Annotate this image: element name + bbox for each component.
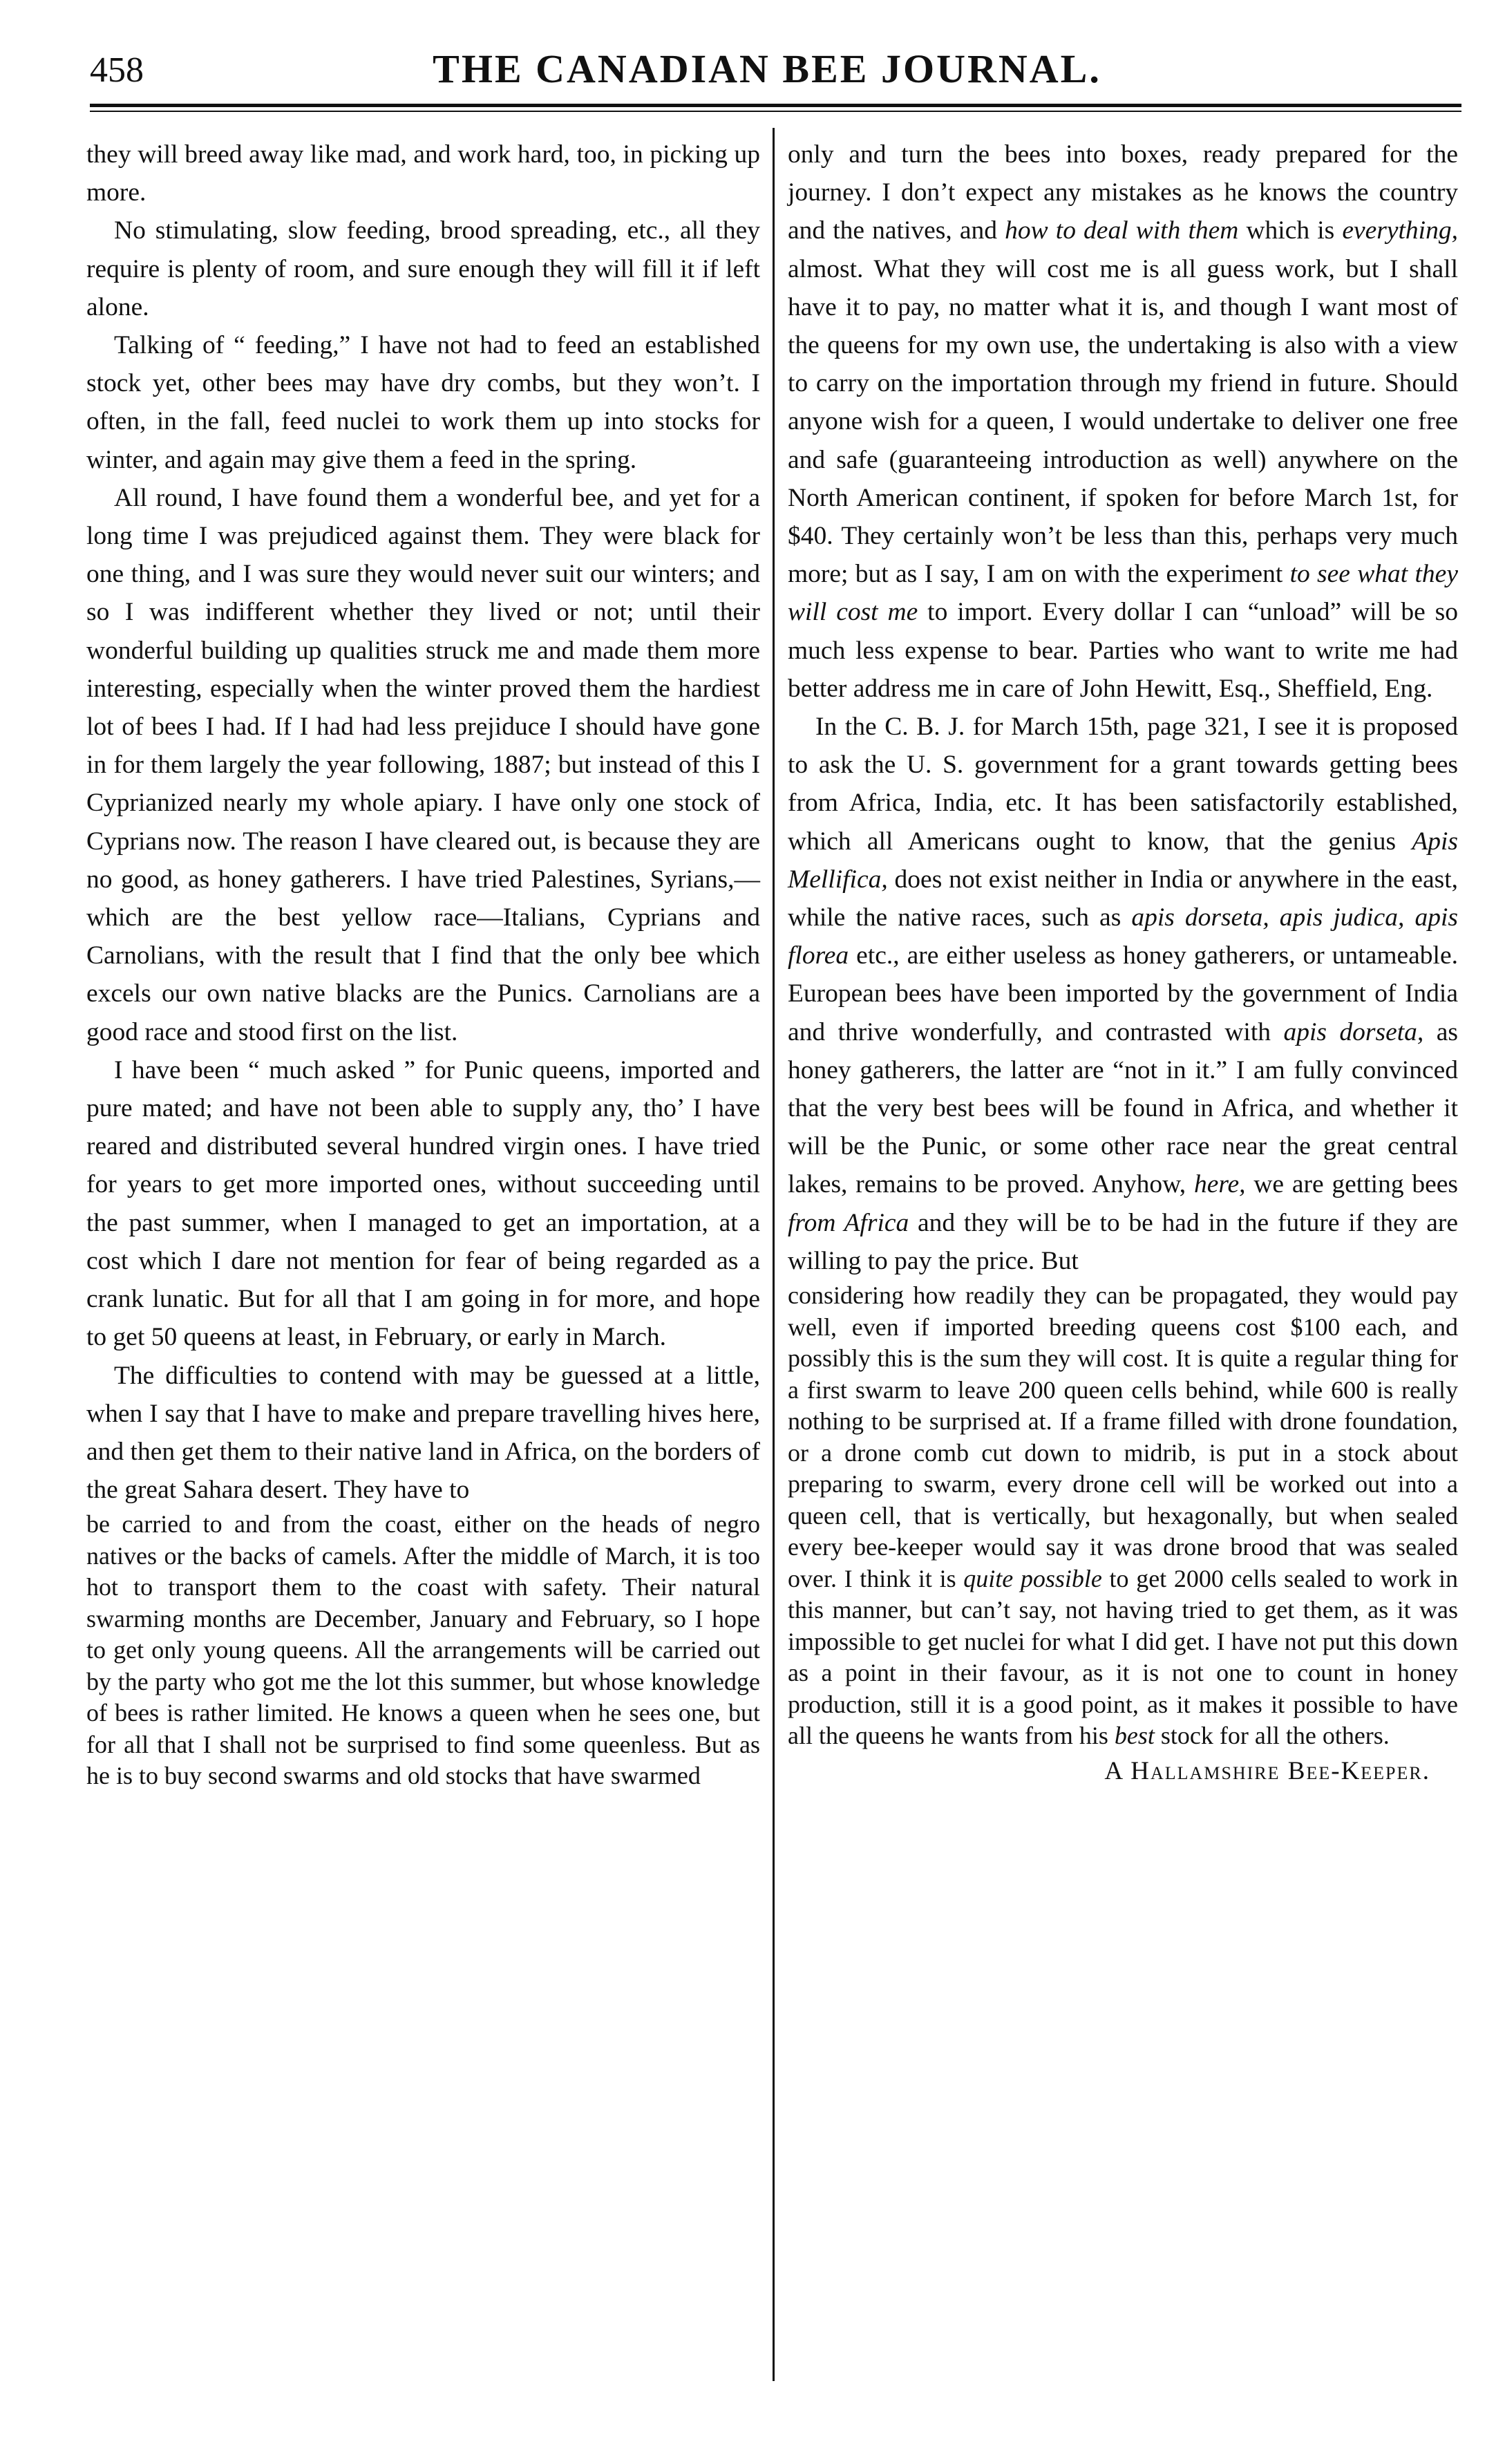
text-run: we are getting bees (1245, 1170, 1458, 1199)
header-rule-thin (90, 111, 1461, 112)
italic-text: everything, (1342, 216, 1458, 245)
page-number: 458 (90, 50, 144, 90)
italic-text: best (1114, 1722, 1155, 1750)
text-run: and they will be to be had in the future if they are willing to pay the price. But (788, 1208, 1458, 1275)
italic-text: to see what they will cost me (788, 560, 1458, 627)
italic-text: how to deal with them (1005, 216, 1239, 245)
paragraph: The difficulties to contend with may be guessed at a little, when I say that I have to make and prepare travelling hives here, and then get them to their native land in Africa, on the borders of the great Sahara desert. They have to (86, 1361, 760, 1505)
text-run: etc., are either useless as honey gatherers, or untameable. European bees have been imported by the government of India and thrive wonderfully, and contrasted with (788, 941, 1458, 1046)
header-rule (90, 104, 1461, 107)
italic-text: quite possible (963, 1564, 1102, 1592)
paragraph: I have been “ much asked ” for Punic queens, imported and pure mated; and have not been able to supply any, tho’ I have reared and distributed several hundred virgin ones. I have tried for years to get more imported ones, without succeeding until the past summer, when I managed to get an importation, at a cost which I dare not mention for fear of being regarded as a crank lunatic. But for all that I am going in for more, and hope to get 50 queens at least, in February, or early in March. (86, 1055, 760, 1352)
italic-text: from Africa (788, 1208, 909, 1237)
text-run: does not exist neither in India or anywhere in the east, while the native races, such as (788, 865, 1458, 932)
italic-text: here, (1193, 1170, 1246, 1199)
paragraph-small-type: be carried to and from the coast, either on the heads of negro natives or the backs of camels. After the middle of March, it is too hot to transport them to the coast with safety. Their natural swarming months are December, January and February, so I hope to get only young queens. All the arrangements will be carried out by the party who got me the lot this summer, but whose knowledge of bees is rather limited. He knows a queen when he sees one, but for all that I shall not be surprised to find some queenless. But as he is to buy second swarms and old stocks that have swarmed (86, 1510, 760, 1790)
italic-text: apis dorseta, apis judica, apis florea (788, 903, 1458, 970)
italic-text: apis dorseta, (1283, 1017, 1424, 1046)
paragraph: they will breed away like mad, and work hard, too, in picking up more. (86, 140, 760, 207)
text-run: to get 2000 cells sealed to work in this manner, but can’t say, not having tried to get them, as it was impossible to get nuclei for what I did get. I have not put this down as a point in their favour, as it is not one to count in honey production, still it is a good point, as it makes it possible to have all the queens he wants from his (788, 1564, 1458, 1750)
column-divider (773, 128, 775, 2381)
text-run: In the C. B. J. for March 15th, page 321, I see it is proposed to ask the U. S. government for a grant towards getting bees from Africa, India, etc. It has been satisfactorily established, which all Americans ought to know, that the genius (788, 713, 1458, 856)
paragraph: No stimulating, slow feeding, brood spreading, etc., all they require is plenty of room, and sure enough they will fill it if left alone. (86, 216, 760, 321)
paragraph-small-type (788, 1280, 1458, 1752)
left-column (86, 135, 760, 1792)
paragraph: Talking of “ feeding,” I have not had to feed an established stock yet, other bees may have dry combs, but they won’t. I often, in the fall, feed nuclei to work them up into stocks for winter, and again may give them a feed in the spring. (86, 331, 760, 474)
text-run: stock for all the others. (1154, 1722, 1390, 1750)
text-run: almost. What they will cost me is all guess work, but I shall have it to pay, no matter what it is, and though I want most of the queens for my own use, the undertaking is also with a view to carry on the importation through my friend in future. Should anyone wish for a queen, I would undertake to deliver one free and safe (guaranteeing introduction as well) anywhere on the North American continent, if spoken for before March 1st, for $40. They certainly won’t be less than this, perhaps very much more; but as I say, I am on with the experiment (788, 254, 1458, 589)
right-column (788, 135, 1458, 1790)
journal-title: THE CANADIAN BEE JOURNAL. (433, 46, 1101, 91)
paragraph (788, 135, 1458, 708)
author-signature: A Hallamshire Bee-Keeper. (1104, 1756, 1430, 1785)
paragraph (788, 708, 1458, 1280)
text-run: as honey gatherers, the latter are “not in it.” I am fully convinced that the very best bees will be found in Africa, and whether it will be the Punic, or some other race near the great central lakes, remains to be proved. Anyhow, (788, 1017, 1458, 1199)
text-run: considering how readily they can be propagated, they would pay well, even if imported breeding queens cost $100 each, and possibly this is the sum they will cost. It is quite a regular thing for a first swarm to leave 200 queen cells behind, while 600 is really nothing to be surprised at. If a frame filled with drone foundation, or a drone comb cut down to midrib, is put in a stock about preparing to swarm, every drone cell will be worked out into a queen cell, that is vertically, but hexagonally, but when sealed every bee-keeper would say it was drone brood that was sealed over. I think it is (788, 1281, 1458, 1592)
paragraph: All round, I have found them a wonderful bee, and yet for a long time I was prejudiced against them. They were black for one thing, and I was sure they would never suit our winters; and so I was indifferent whether they lived or not; until their wonderful building up qualities struck me and made them more interesting, especially when the winter proved them the hardiest lot of bees I had. If I had had less prejiduce I should have gone in for them largely the year following, 1887; but instead of this I Cyprianized nearly my whole apiary. I have only one stock of Cyprians now. The reason I have cleared out, is because they are no good, as honey gatherers. I have tried Palestines, Syrians,—which are the best yellow race—Italians, Cyprians and Carnolians, with the result that I find that the only bee which excels our own native blacks are the Punics. Carnolians are a good race and stood first on the list. (86, 483, 760, 1046)
italic-text: Apis Mellifica, (788, 827, 1458, 894)
text-run: which is (1238, 216, 1343, 245)
page-header (83, 46, 1451, 101)
text-run: only and turn the bees into boxes, ready prepared for the journey. I don’t expect any mistakes as he knows the country and the natives, and (788, 140, 1458, 245)
text-run: to import. Every dollar I can “unload” will be so much less expense to bear. Parties who want to write me had better address me in care of John Hewitt, Esq., Sheffield, Eng. (788, 598, 1458, 703)
